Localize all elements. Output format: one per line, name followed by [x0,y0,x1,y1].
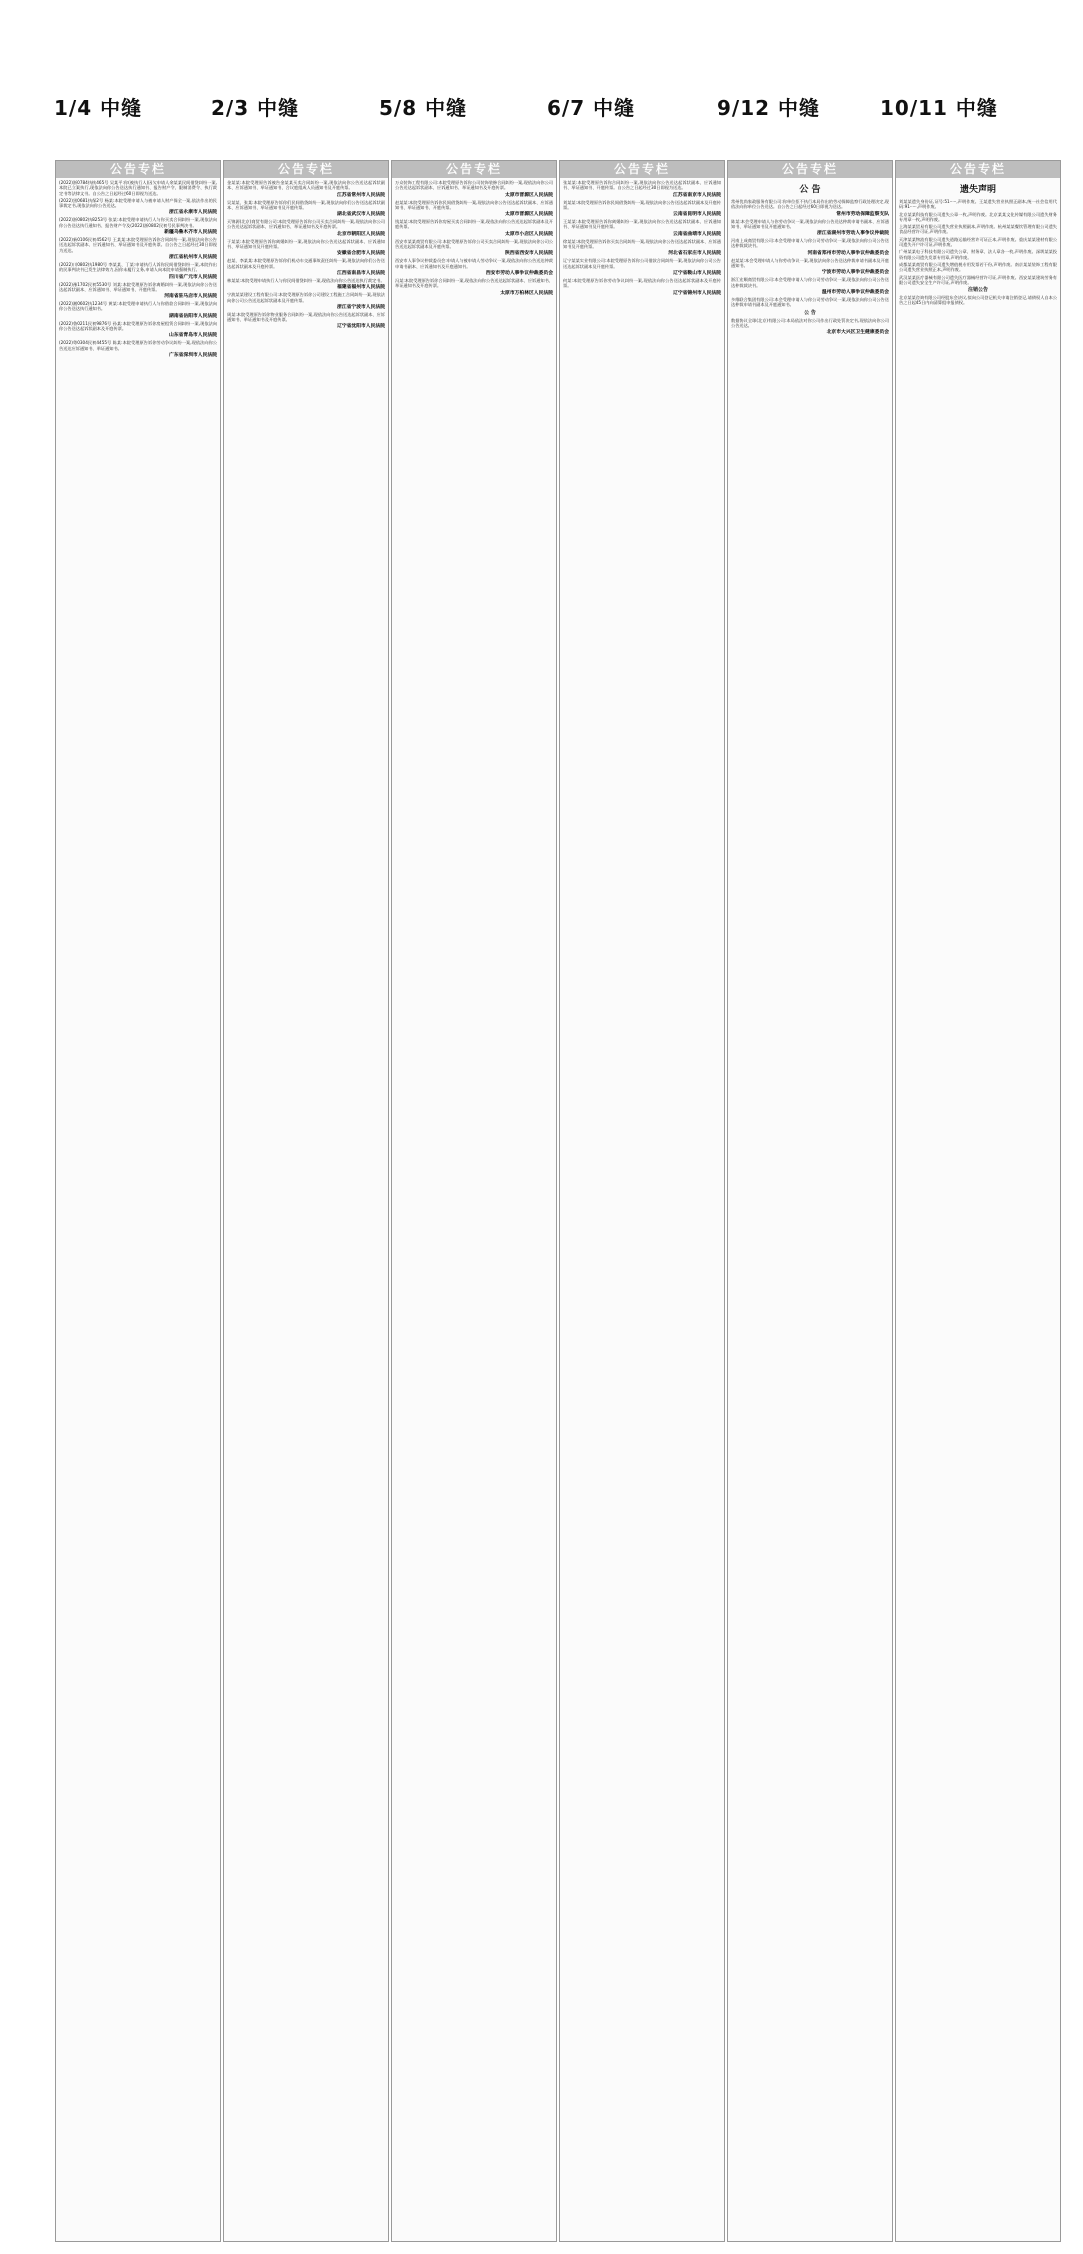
fold-strip-9-12 [727,160,893,2242]
notice-paragraph: 钱某某:本院受理原告诉你房屋买卖合同纠纷一案,现依法向你公告送达起诉状副本及开庭传票。 [395,219,553,230]
notice-paragraph: (2022)川0802执1980号 李某某、丁某:申请执行人诉你民间借贷纠纷一案,本院作出的民事判决书已发生法律效力,因你未履行义务,申请人向本院申请强制执行。 [59,261,217,273]
notice-body [224,178,388,333]
notice-paragraph: 刘某某遗失身份证,证号:51·····,声明作废。王某遗失营业执照正副本,统一社会信用代码:91·····,声明作废。 [899,199,1057,210]
notice-issuer: 温州市劳动人事争议仲裁委员会 [821,289,889,295]
fold-label-5-8: 5/8 中缝 [379,96,468,120]
notice-issuer: 河南省驻马店市人民法院 [164,294,217,300]
notice-issuer: 福建省福州市人民法院 [337,285,385,291]
column-header: 公告专栏 [728,161,892,178]
notice-issuer: 山东省青岛市人民法院 [169,333,217,339]
notice-paragraph: 浙江宏顺商贸有限公司:本会受理申请人与你公司劳动争议一案,现依法向你公司公告送达仲裁裁决书。 [731,277,889,288]
notice-issuer: 河南省郑州市劳动人事争议仲裁委员会 [807,250,889,256]
notice-paragraph: 吴某某、张某:本院受理原告诉你们民间借贷纠纷一案,现依法向你们公告送达起诉状副本、应诉通知书、举证通知书及开庭传票。 [227,199,385,210]
fold-strip-6-7 [559,160,725,2242]
notice-issuer: 新疆乌鲁木齐市人民法院 [164,230,217,236]
notice-issuer: 浙江省永康市人民法院 [169,210,217,216]
notice-paragraph: 天锦源(北京)商贸有限公司:本院受理原告诉你公司买卖合同纠纷一案,现依法向你公司公告送达起诉状副本、应诉通知书、举证通知书及开庭传票。 [227,219,385,230]
notice-paragraph: (2022)新0106民初4562号 王某某:本院受理原告诉你合同纠纷一案,现依法向你公告送达起诉状副本、应诉通知书、举证通知书及开庭传票。自公告之日起经过30日即视为送达。 [59,237,217,253]
notice-paragraph: (2022)黑0681执保2号 杨某:本院受理申请人与被申请人财产保全一案,依法作出的民事裁定书,现依法向你公告送达。 [59,197,217,209]
notice-issuer: 太原市晋源区人民法院 [505,192,553,198]
fold-label-2-3: 2/3 中缝 [211,96,300,120]
notice-issuer: 云南省曲靖市人民法院 [673,231,721,237]
notice-paragraph: 上海某某贸易有限公司遗失营业执照副本,声明作废。杭州某某餐饮管理有限公司遗失食品经营许可证,声明作废。 [899,224,1057,235]
notice-paragraph: 徐某某:本院受理原告诉你买卖合同纠纷一案,现依法向你公告送达起诉状副本、应诉通知书及开庭传票。 [563,238,721,250]
fold-strip-5-8 [391,160,557,2242]
notice-paragraph: 西安市人事争议仲裁委员会:申请人与被申请人劳动争议一案,现依法向你公告送达仲裁申请书副本、应诉通知书及开庭通知书。 [395,258,553,269]
notice-issuer: 广东省深圳市人民法院 [169,352,217,358]
notice-issuer: 太原市小店区人民法院 [505,231,553,237]
notice-issuer: 太原市万柏林区人民法院 [500,290,553,296]
notice-issuer: 安徽省合肥市人民法院 [337,251,385,257]
notice-paragraph: 刘某某:本院受理原告诉你民间借贷纠纷一案,现依法向你公告送达起诉状副本及开庭传票。 [563,199,721,210]
notice-paragraph: 河南上成商贸有限公司:本会受理申请人与你公司劳动争议一案,现依法向你公司公告送达仲裁裁决书。 [731,238,889,249]
notice-issuer: 江苏省南京市人民法院 [673,192,721,198]
column-header: 公告专栏 [224,161,388,178]
notice-paragraph: 冯某:本院受理原告诉你合同纠纷一案,现依法向你公告送达起诉状副本、应诉通知书、举证通知书及开庭传票。 [395,277,553,289]
column-header: 公告专栏 [560,161,724,178]
section-title: 公 告 [799,185,821,195]
notice-issuer: 北京市朝阳区人民法院 [337,231,385,237]
notice-issuer: 常州市劳动保障监察支队 [836,211,889,217]
column-header: 公告专栏 [56,161,220,178]
notice-issuer: 西安市劳动人事争议仲裁委员会 [485,270,553,276]
notice-issuer: 湖南省岳阳市人民法院 [169,313,217,319]
notice-issuer: 浙江省杭州市人民法院 [169,254,217,260]
column-header: 公告专栏 [896,161,1060,178]
fold-strip-2-3 [223,160,389,2242]
notice-paragraph: 北京某某咨询有限公司经股东会决议,拟向公司登记机关申请注销登记,请债权人自本公告之日起45日内向清算组申报债权。 [899,295,1057,306]
notice-paragraph: 宁波某某建设工程有限公司:本院受理原告诉你公司建设工程施工合同纠纷一案,现依法向你公司公告送达起诉状副本及开庭传票。 [227,292,385,303]
notice-paragraph: 赵某、李某某:本院受理原告诉你们机动车交通事故责任纠纷一案,现依法向你们公告送达起诉状副本及开庭传票。 [227,258,385,269]
notice-paragraph: 武汉某某医疗器械有限公司遗失医疗器械经营许可证,声明作废。西安某某建筑劳务有限公司遗失安全生产许可证,声明作废。 [899,274,1057,285]
notice-paragraph: 北京某某科技有限公司遗失公章一枚,声明作废。北京某某文化传媒有限公司遗失财务专用章一枚,声明作废。 [899,211,1057,222]
notice-paragraph: (2022)豫1702民初5530号 刘某:本院受理原告诉你离婚纠纷一案,现依法向你公告送达起诉状副本、应诉通知书、举证通知书、开庭传票。 [59,281,217,292]
fold-strip-1-4 [55,160,221,2242]
fold-label-10-11: 10/11 中缝 [880,96,998,120]
notice-body [560,178,724,300]
notice-paragraph: 常州优尚家政服务有限公司:你单位拒不执行本局作出的劳动保障监察行政处理决定,现依法向你单位公告送达。自公告之日起经过60日即视为送达。 [731,199,889,210]
notice-paragraph: (2022)浙0784执恢465号 吴某平:你(被执行人)因欠申请人余某某民间借贷纠纷一案,本院已立案执行,现依法向你公告送达执行通知书、报告财产令、限制消费令、执行裁定书等法律文书。自公告之日起经过60日即视为送达。 [59,180,217,196]
notice-paragraph: 周某:本院受理原告诉你物业服务合同纠纷一案,现依法向你公告送达起诉状副本、应诉通知书、举证通知书及开庭传票。 [227,311,385,323]
notice-paragraph: 万众装饰工程有限公司:本院受理原告诉你公司装饰装修合同纠纷一案,现依法向你公司公告送达起诉状副本、应诉通知书、举证通知书及开庭传票。 [395,180,553,191]
notice-paragraph: 林某某:本院受理申请执行人与你民间借贷纠纷一案,现依法向你公告送达执行裁定书。 [227,277,385,283]
notice-issuer: 太原市晋源区人民法院 [505,212,553,218]
notice-issuer: 江苏省常州市人民法院 [337,192,385,198]
notice-issuer: 辽宁省鞍山市人民法院 [673,270,721,276]
notice-issuer: 辽宁省沈阳市人民法院 [337,324,385,330]
notice-paragraph: (2022)浙0802执8253号 张某:本院受理申请执行人与你买卖合同纠纷一案,现依法向你公告送达执行通知书、报告财产令及(2022)浙0802民初号民事判决书。 [59,217,217,228]
notice-issuer: 湖北省武汉市人民法院 [337,212,385,218]
notice-paragraph: (2022)湘0602执1234号 黄某:本院受理申请执行人与你借款合同纠纷一案,现依法向你公告送达执行通知书。 [59,301,217,312]
notice-body [728,197,892,339]
notice-paragraph: 天津某某物流有限公司遗失道路运输经营许可证正本,声明作废。重庆某某建材有限公司遗失开户许可证,声明作废。 [899,236,1057,248]
fold-label-9-12: 9/12 中缝 [717,96,821,120]
notice-issuer: 辽宁省锦州市人民法院 [673,290,721,296]
notice-issuer: 北京市大兴区卫生健康委员会 [826,330,889,336]
notice-issuer: 四川省广元市人民法院 [169,274,217,280]
notice-paragraph: 广州某某电子科技有限公司遗失公章、财务章、法人章各一枚,声明作废。深圳某某投资有限公司遗失发票专用章,声明作废。 [899,249,1057,260]
notice-paragraph: 于某某:本院受理原告诉你离婚纠纷一案,现依法向你公告送达起诉状副本、应诉通知书、举证通知书及开庭传票。 [227,238,385,250]
notice-paragraph: 王某某:本院受理原告诉你离婚纠纷一案,现依法向你公告送达起诉状副本、应诉通知书、举证通知书及开庭传票。 [563,219,721,230]
notice-body [896,197,1060,310]
notice-paragraph: 成都某某商贸有限公司遗失增值税专用发票若干份,声明作废。南京某某装饰工程有限公司遗失营业执照正本,声明作废。 [899,261,1057,273]
notice-heading: 公 告 [804,309,816,316]
notice-paragraph: 金某某:本院受理原告诉被告金某某买卖合同纠纷一案,现依法向你公告送达起诉状副本、应诉通知书、举证通知书、合议庭组成人员通知书及开庭传票。 [227,180,385,191]
section-title: 遗失声明 [959,185,996,195]
notice-paragraph: 数据协议全球(北京)有限公司:本局依法对你公司作出行政处罚决定书,现依法向你公司公告送达。 [731,317,889,328]
notice-paragraph: 赵某某:本会受理申请人与你劳动争议一案,现依法向你公告送达仲裁申请书副本及开庭通知书。 [731,257,889,269]
notice-issuer: 浙江省宁波市人民法院 [337,304,385,310]
notice-body [392,178,556,300]
notice-paragraph: 辽宁某某实业有限公司:本院受理原告诉你公司借款合同纠纷一案,现依法向你公司公告送达起诉状副本及开庭传票。 [563,258,721,269]
notice-issuer: 宁波市劳动人事争议仲裁委员会 [821,270,889,276]
column-header: 公告专栏 [392,161,556,178]
notice-issuer: 云南省昆明市人民法院 [673,212,721,218]
notice-paragraph: 西安市某某商贸有限公司:本院受理原告诉你公司买卖合同纠纷一案,现依法向你公司公告送达起诉状副本及开庭传票。 [395,238,553,250]
notice-body [56,178,220,362]
notice-paragraph: 张某某:本院受理原告诉你合同纠纷一案,现依法向你公告送达起诉状副本、应诉通知书、举证通知书、开庭传票。自公告之日起经过30日即视为送达。 [563,180,721,191]
notice-issuer: 陕西省西安市人民法院 [505,251,553,257]
fold-label-1-4: 1/4 中缝 [54,96,143,120]
notice-issuer: 河北省石家庄市人民法院 [668,251,721,257]
notice-paragraph: 多维联合集团有限公司:本会受理申请人与你公司劳动争议一案,现依法向你公司公告送达仲裁申请书副本及开庭通知书。 [731,296,889,308]
notice-issuer: 浙江省湖州市劳动人事争议仲裁院 [817,231,889,237]
notice-heading: 注销公告 [967,287,988,294]
notice-issuer: 江西省南昌市人民法院 [337,270,385,276]
notice-paragraph: 赵某某:本院受理原告诉你民间借贷纠纷一案,现依法向你公告送达起诉状副本、应诉通知书、举证通知书、开庭传票。 [395,199,553,210]
fold-label-6-7: 6/7 中缝 [547,96,636,120]
notice-paragraph: 陈某:本会受理申请人与你劳动争议一案,现依法向你公告送达仲裁申请书副本、应诉通知书、举证通知书及开庭通知书。 [731,218,889,229]
notice-paragraph: (2022)粤0304民初4455号 陈某:本院受理原告诉你劳动争议纠纷一案,现依法向你公告送达应诉通知书、举证通知书。 [59,340,217,351]
notice-paragraph: (2022)鲁0211民初9876号 孙某:本院受理原告诉你房屋租赁合同纠纷一案,现依法向你公告送达起诉状副本及开庭传票。 [59,320,217,332]
fold-strip-10-11 [895,160,1061,2242]
notice-paragraph: 何某:本院受理原告诉你劳动争议纠纷一案,现依法向你公告送达起诉状副本及开庭传票。 [563,277,721,289]
